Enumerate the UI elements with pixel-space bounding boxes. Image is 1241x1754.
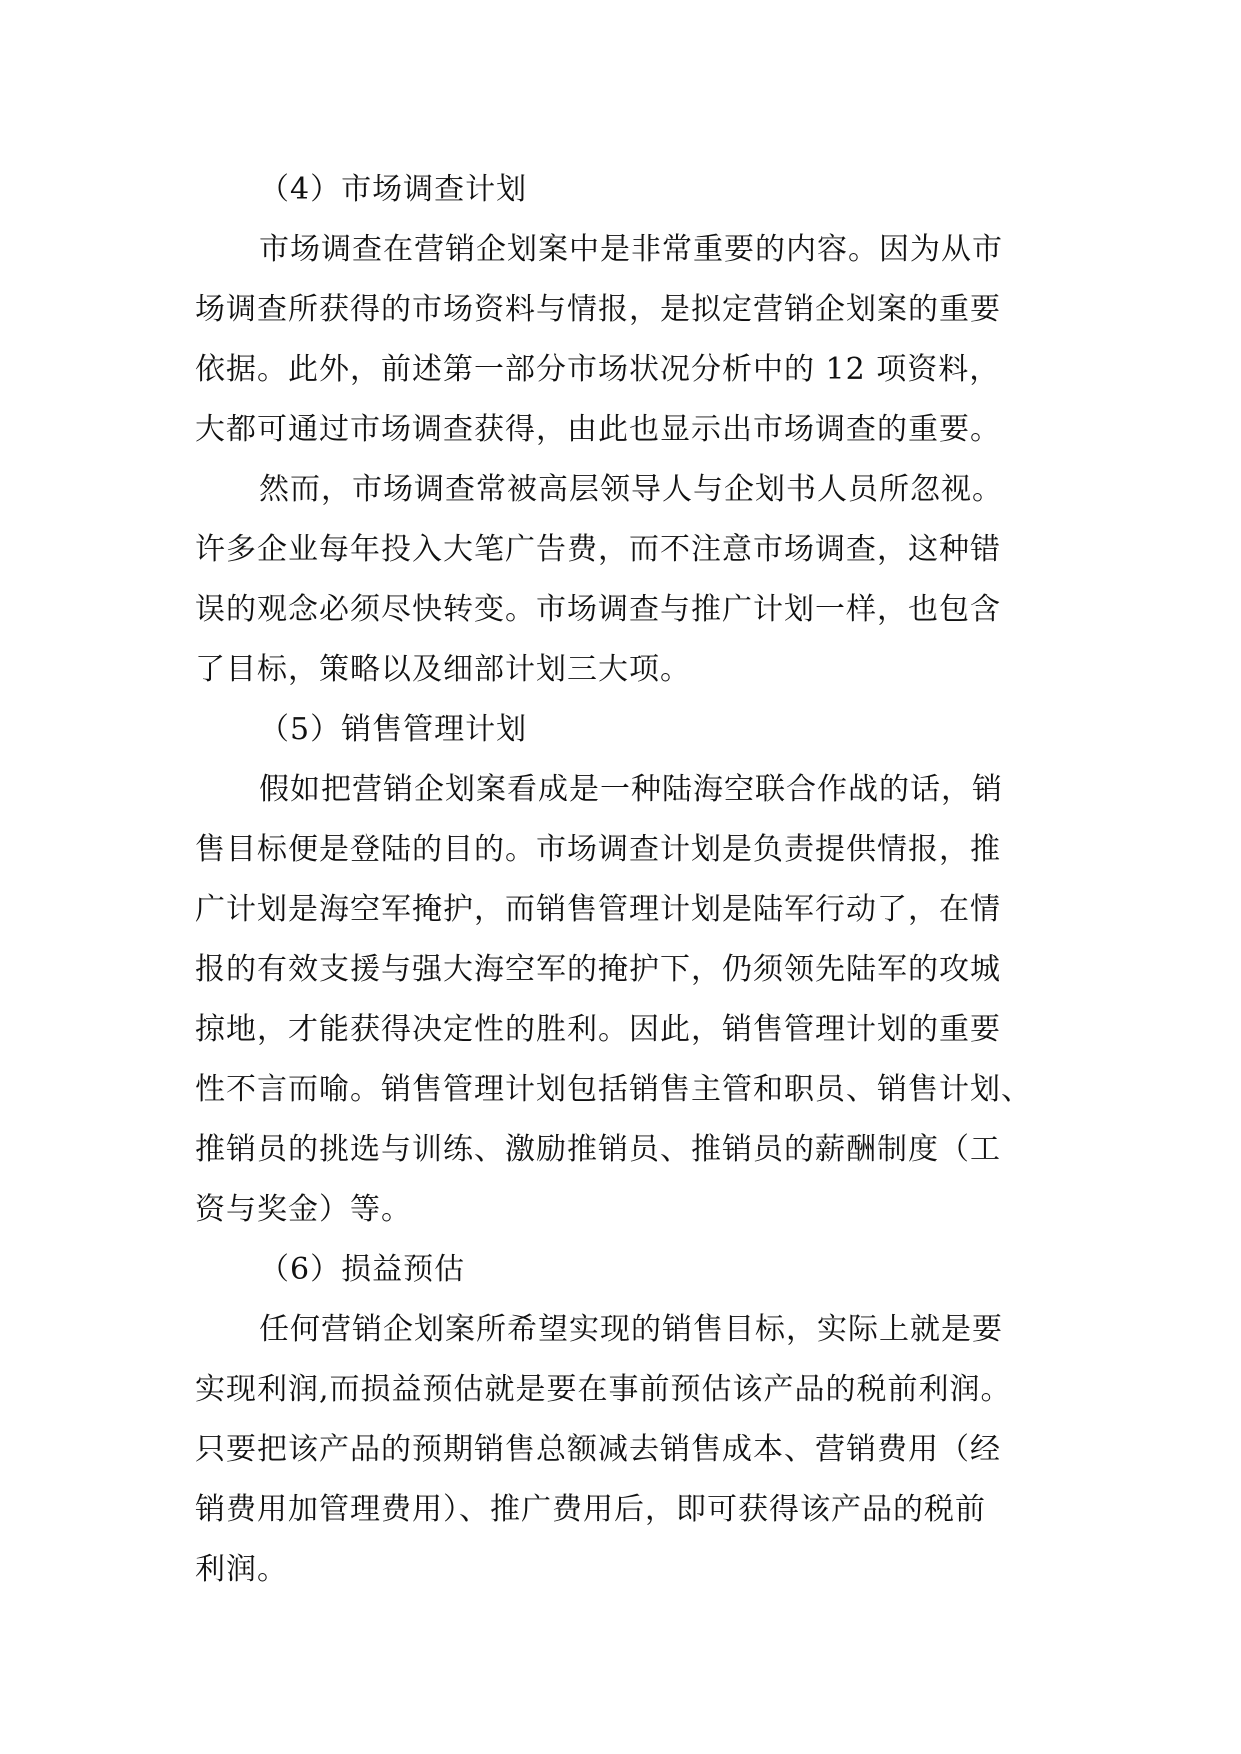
paragraph-line: 利润。 [195, 1552, 288, 1587]
section-heading: （5）销售管理计划 [259, 712, 528, 747]
paragraph-line: 误的观念必须尽快转变。市场调查与推广计划一样，也包含 [195, 592, 1001, 627]
paragraph-line: 了目标，策略以及细部计划三大项。 [195, 652, 691, 687]
section-heading: （4）市场调查计划 [259, 172, 528, 207]
paragraph-line: 许多企业每年投入大笔广告费，而不注意市场调查，这种错 [195, 532, 1001, 567]
paragraph-line: 依据。此外，前述第一部分市场状况分析中的 12 项资料， [195, 352, 1001, 387]
paragraph-line: 只要把该产品的预期销售总额减去销售成本、营销费用（经 [195, 1432, 1001, 1467]
paragraph-line: 假如把营销企划案看成是一种陆海空联合作战的话，销 [259, 772, 1003, 807]
paragraph-line: 销费用加管理费用）、推广费用后，即可获得该产品的税前 [195, 1492, 986, 1527]
paragraph-line: 然而，市场调查常被高层领导人与企划书人员所忽视。 [259, 472, 1003, 507]
paragraph-line: 任何营销企划案所希望实现的销售目标，实际上就是要 [259, 1312, 1003, 1347]
paragraph-line: 广计划是海空军掩护，而销售管理计划是陆军行动了，在情 [195, 892, 1001, 927]
paragraph-line: 掠地，才能获得决定性的胜利。因此，销售管理计划的重要 [195, 1012, 1001, 1047]
paragraph-line: 市场调查在营销企划案中是非常重要的内容。因为从市 [259, 232, 1003, 267]
paragraph-line: 资与奖金）等。 [195, 1192, 412, 1227]
paragraph-line: 售目标便是登陆的目的。市场调查计划是负责提供情报，推 [195, 832, 1001, 867]
paragraph-line: 报的有效支援与强大海空军的掩护下，仍须领先陆军的攻城 [195, 952, 1001, 987]
section-heading: （6）损益预估 [259, 1252, 466, 1287]
paragraph-line: 推销员的挑选与训练、激励推销员、推销员的薪酬制度（工 [195, 1132, 1001, 1167]
paragraph-line: 场调查所获得的市场资料与情报，是拟定营销企划案的重要 [195, 292, 1001, 327]
paragraph-line: 大都可通过市场调查获得，由此也显示出市场调查的重要。 [195, 412, 1001, 447]
paragraph-line: 实现利润,而损益预估就是要在事前预估该产品的税前利润。 [195, 1372, 1012, 1407]
paragraph-line: 性不言而喻。销售管理计划包括销售主管和职员、销售计划、 [195, 1072, 1032, 1107]
document-body [195, 160, 1055, 1600]
